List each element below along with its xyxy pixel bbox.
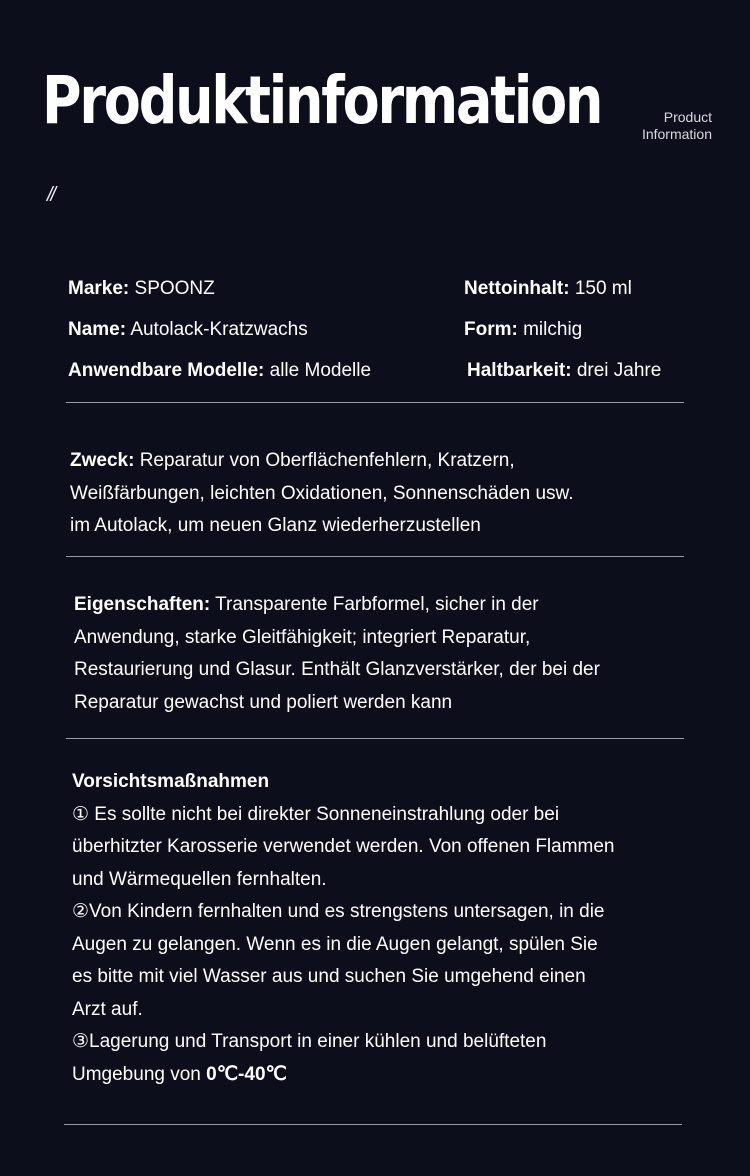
section-divider xyxy=(66,556,684,557)
spec-shelf-life xyxy=(467,359,661,383)
precautions-line: ③Lagerung und Transport in einer kühlen und belüfteten xyxy=(72,1031,547,1052)
purpose-line xyxy=(70,445,573,478)
precautions-line xyxy=(72,1059,615,1092)
properties-line: Restaurierung und Glasur. Enthält Glanzverstärker, der bei der xyxy=(74,659,600,680)
decorative-slashes: // xyxy=(47,184,55,206)
section-divider xyxy=(66,402,684,403)
spec-label: Marke: xyxy=(68,278,130,299)
spec-net-content xyxy=(464,277,632,301)
spec-brand xyxy=(68,277,215,301)
properties-section xyxy=(74,589,600,719)
spec-name xyxy=(68,318,308,342)
spec-models xyxy=(68,359,371,383)
page-title: Produktinformation xyxy=(42,61,602,139)
purpose-line: Weißfärbungen, leichten Oxidationen, Sonnenschäden usw. xyxy=(70,482,574,504)
precautions-line: ① Es sollte nicht bei direkter Sonneneinstrahlung oder bei xyxy=(72,803,560,825)
spec-value: Autolack-Kratzwachs xyxy=(130,319,308,340)
properties-line xyxy=(74,589,600,622)
purpose-section xyxy=(70,445,573,543)
properties-text: Transparente Farbformel, sicher in der xyxy=(215,594,539,615)
section-divider xyxy=(64,1124,682,1125)
spec-label: Name: xyxy=(68,319,127,340)
spec-value: 150 ml xyxy=(574,278,632,299)
properties-line: Reparatur gewachst und poliert werden kann xyxy=(74,691,453,713)
properties-line: Anwendung, starke Gleitfähigkeit; integriert Reparatur, xyxy=(74,626,531,648)
precautions-line: und Wärmequellen fernhalten. xyxy=(72,868,327,890)
spec-value: drei Jahre xyxy=(576,360,662,381)
purpose-text: Reparatur von Oberflächenfehlern, Kratzern, xyxy=(139,450,515,471)
section-divider xyxy=(66,738,684,739)
purpose-line: im Autolack, um neuen Glanz wiederherzustellen xyxy=(70,515,481,536)
precautions-line: überhitzter Karosserie verwendet werden. Von offenen Flammen xyxy=(72,836,615,857)
precautions-heading: Vorsichtsmaßnahmen xyxy=(72,771,270,792)
precautions-line: es bitte mit viel Wasser aus und suchen Sie umgehend einen xyxy=(72,966,586,987)
properties-label: Eigenschaften: xyxy=(74,594,211,615)
subtitle-line: Product xyxy=(663,109,712,125)
spec-label: Haltbarkeit: xyxy=(467,360,572,381)
spec-value: SPOONZ xyxy=(134,278,215,299)
precautions-line: Augen zu gelangen. Wenn es in die Augen gelangt, spülen Sie xyxy=(72,933,598,955)
spec-form xyxy=(464,318,582,342)
page-subtitle xyxy=(642,109,712,143)
precautions-line: Arzt auf. xyxy=(72,998,143,1020)
spec-label: Anwendbare Modelle: xyxy=(68,360,265,381)
precautions-section xyxy=(72,766,615,1091)
spec-value: alle Modelle xyxy=(269,360,372,381)
purpose-label: Zweck: xyxy=(70,450,135,471)
temperature-range: 0℃-40℃ xyxy=(206,1063,287,1085)
precautions-line: ②Von Kindern fernhalten und es strengstens untersagen, in die xyxy=(72,901,605,922)
spec-value: milchig xyxy=(523,319,583,340)
subtitle-line: Information xyxy=(641,126,712,142)
spec-label: Nettoinhalt: xyxy=(464,278,570,299)
spec-label: Form: xyxy=(464,319,518,340)
temperature-prefix: Umgebung von xyxy=(72,1063,207,1085)
